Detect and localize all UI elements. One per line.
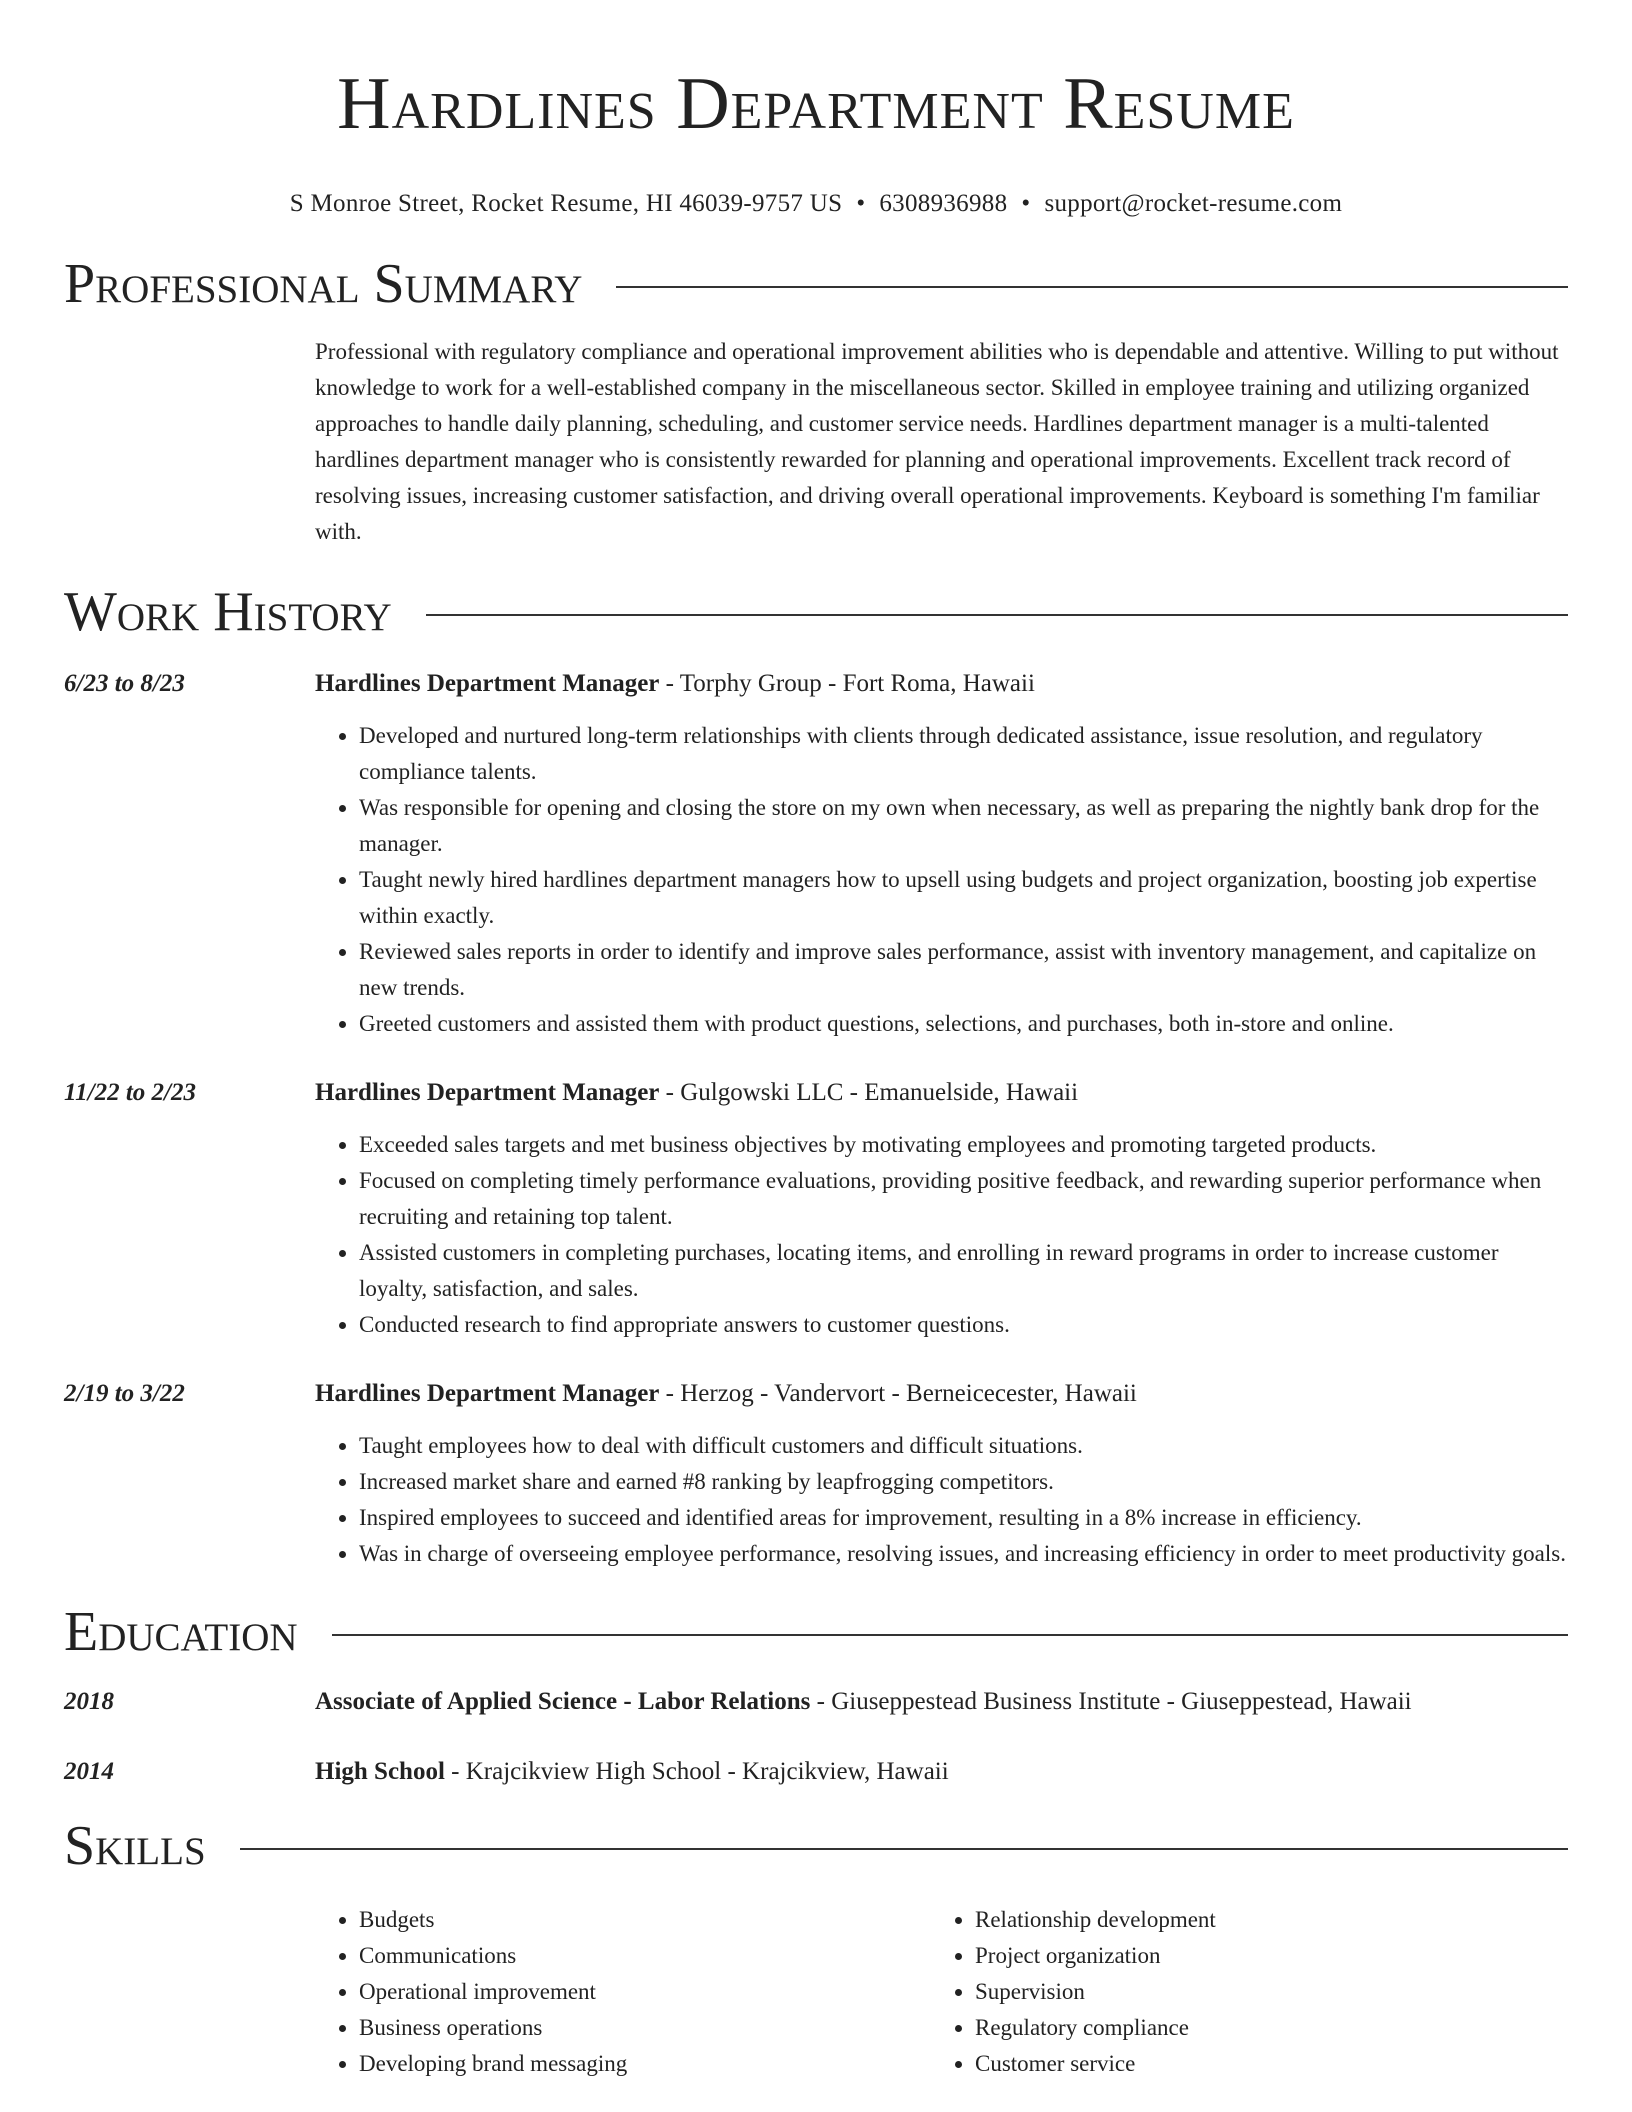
contact-separator: • [1021,190,1031,217]
work-dates: 2/19 to 3/22 [64,1380,185,1407]
work-entry [64,666,1568,1042]
work-bullets [315,718,1568,1042]
education-year: 2014 [64,1758,114,1785]
list-item: • Increased market share and earned #8 ranking by leapfrogging competitors. [359,1464,1568,1500]
education-degree: Associate of Applied Science - Labor Relations [315,1688,811,1715]
list-item: • Was responsible for opening and closing the store on my own when necessary, as well as preparing the nightly bank drop for the manager. [359,790,1568,862]
education-headline [315,1684,1568,1720]
contact-line [0,190,1632,218]
education-headline [315,1754,1568,1790]
work-content [315,1376,1568,1572]
skill-item: • Developing brand messaging [359,2046,931,2082]
section-divider [240,1848,1568,1850]
list-item: • Taught newly hired hardlines department managers how to upsell using budgets and project organization, boosting job expertise within exactly. [359,862,1568,934]
skill-item: • Supervision [975,1974,1547,2010]
list-item: • Conducted research to find appropriate answers to customer questions. [359,1307,1568,1343]
work-details: - Torphy Group - Fort Roma, Hawaii [659,670,1035,697]
work-headline [315,1075,1568,1111]
work-role: Hardlines Department Manager [315,1079,660,1106]
education-entry [64,1684,1568,1720]
list-item: • Was in charge of overseeing employee performance, resolving issues, and increasing efficiency in order to meet productivity goals. [359,1536,1568,1572]
work-content [315,666,1568,1042]
work-details: - Gulgowski LLC - Emanuelside, Hawaii [659,1079,1079,1106]
contact-address: S Monroe Street, Rocket Resume, HI 46039-9757 US [289,190,843,217]
work-bullets [315,1428,1568,1572]
skill-item: • Communications [359,1938,931,1974]
work-role: Hardlines Department Manager [315,1380,660,1407]
work-entry [64,1075,1568,1343]
work-role: Hardlines Department Manager [315,670,660,697]
list-item: • Inspired employees to succeed and identified areas for improvement, resulting in a 8% increase in efficiency. [359,1500,1568,1536]
skills-column-right [931,1902,1547,2082]
skill-item: • Customer service [975,2046,1547,2082]
work-headline [315,1376,1568,1412]
work-content [315,1075,1568,1343]
education-details: - Giuseppestead Business Institute - Giuseppestead, Hawaii [810,1688,1412,1715]
contact-email: support@rocket-resume.com [1044,190,1343,217]
work-section-header [64,580,1568,644]
summary-section-header [64,252,1568,316]
skills-list [315,1902,1568,2082]
work-headline [315,666,1568,702]
section-divider [616,286,1568,288]
work-dates: 6/23 to 8/23 [64,670,185,697]
education-degree: High School [315,1758,445,1785]
summary-heading: Professional Summary [64,253,583,315]
list-item: • Reviewed sales reports in order to identify and improve sales performance, assist with inventory management, and capitalize on new trends. [359,934,1568,1006]
work-dates: 11/22 to 2/23 [64,1079,196,1106]
work-heading: Work History [64,581,392,643]
list-item: • Greeted customers and assisted them with product questions, selections, and purchases, both in-store and online. [359,1006,1568,1042]
work-entry [64,1376,1568,1572]
skill-item: • Operational improvement [359,1974,931,2010]
skills-column-left [315,1902,931,2082]
list-item: • Taught employees how to deal with difficult customers and difficult situations. [359,1428,1568,1464]
skill-item: • Relationship development [975,1902,1547,1938]
contact-phone: 6308936988 [879,190,1008,217]
list-item: • Focused on completing timely performance evaluations, providing positive feedback, and rewarding superior performance when recruiting and retaining top talent. [359,1163,1568,1235]
education-entry [64,1754,1568,1790]
list-item: • Exceeded sales targets and met business objectives by motivating employees and promoting targeted products. [359,1127,1568,1163]
section-divider [332,1634,1568,1636]
work-bullets [315,1127,1568,1343]
skill-item: • Project organization [975,1938,1547,1974]
resume-title: Hardlines Department Resume [337,63,1295,145]
skills-heading: Skills [64,1815,206,1877]
section-divider [426,614,1568,616]
education-heading: Education [64,1601,298,1663]
contact-separator: • [856,190,866,217]
work-details: - Herzog - Vandervort - Berneicecester, Hawaii [659,1380,1137,1407]
list-item: • Developed and nurtured long-term relationships with clients through dedicated assistance, issue resolution, and regulatory compliance talents. [359,718,1568,790]
summary-text: Professional with regulatory compliance and operational improvement abilities who is dependable and attentive. Willing to put without knowledge to work for a well-established company in the miscellaneous sector. Skilled in employee training and utilizing organized approaches to handle daily planning, scheduling, and customer service needs. Hardlines department manager is a multi-talented hardlines department manager who is consistently rewarded for planning and operational improvements. Excellent track record of resolving issues, increasing customer satisfaction, and driving overall operational improvements. Keyboard is something I'm familiar with. [315,339,1559,544]
education-details: - Krajcikview High School - Krajcikview, Hawaii [444,1758,949,1785]
education-section-header [64,1600,1568,1664]
skill-item: • Regulatory compliance [975,2010,1547,2046]
skill-item: • Business operations [359,2010,931,2046]
education-year: 2018 [64,1688,114,1715]
list-item: • Assisted customers in completing purchases, locating items, and enrolling in reward programs in order to increase customer loyalty, satisfaction, and sales. [359,1235,1568,1307]
skills-section-header [64,1814,1568,1878]
skill-item: • Budgets [359,1902,931,1938]
